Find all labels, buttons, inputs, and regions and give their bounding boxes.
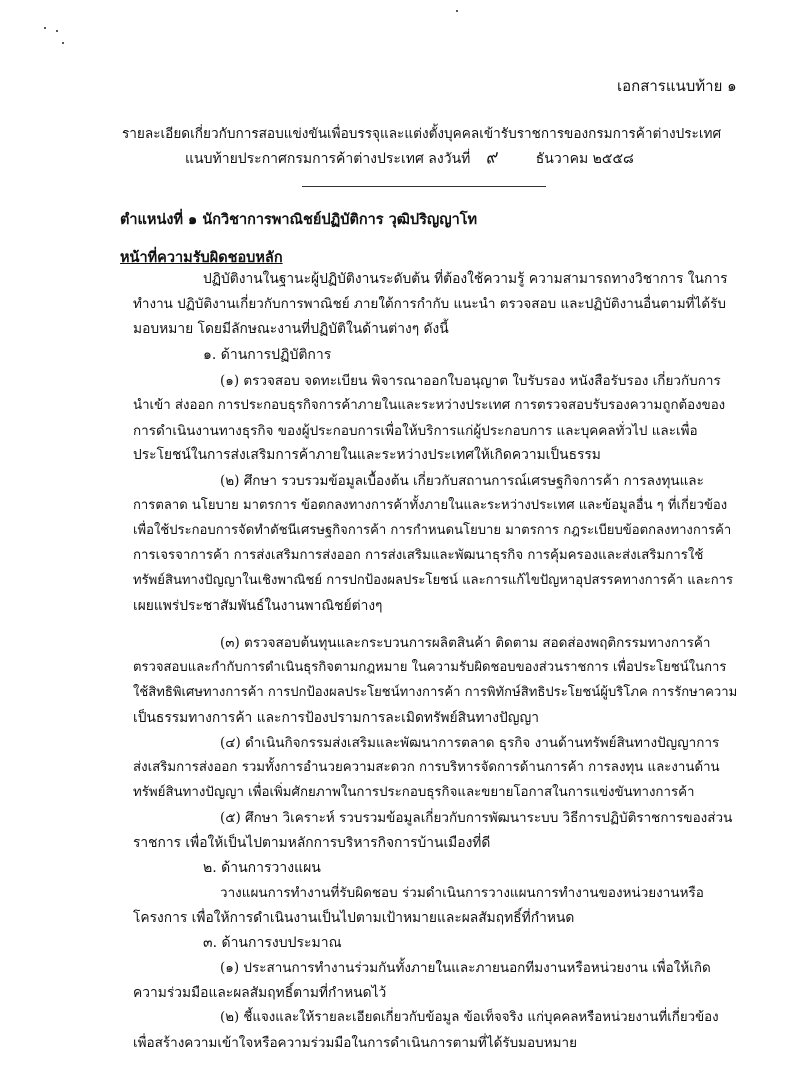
attachment-label: เอกสารแนบท้าย ๑: [617, 77, 737, 95]
body-line: ปฏิบัติงานในฐานะผู้ปฏิบัติงานระดับต้น ที่ต้องใช้ความรู้ ความสามารถทางวิชาการ ในการ: [203, 271, 728, 287]
month-year: ธันวาคม ๒๕๕๘: [535, 151, 634, 167]
body-line: (๒) ศึกษา รวบรวมข้อมูลเบื้องต้น เกี่ยวกับสถานการณ์เศรษฐกิจการค้า การลงทุนและ: [220, 473, 704, 489]
body-line: ใช้สิทธิพิเศษทางการค้า การปกป้องผลประโยชน์ทางการค้า การพิทักษ์สิทธิประโยชน์ผู้บริโภค การรักษาความ: [133, 685, 738, 700]
scan-speck: [62, 42, 64, 44]
section-heading: ๓. ด้านการงบประมาณ: [203, 935, 342, 951]
section-heading: ๒. ด้านการวางแผน: [203, 860, 321, 876]
document-title: รายละเอียดเกี่ยวกับการสอบแข่งขันเพื่อบรรจุและแต่งตั้งบุคคลเข้ารับราชการของกรมการค้าต่างประเทศ: [122, 126, 722, 142]
body-line: ตรวจสอบและกำกับการดำเนินธุรกิจตามกฎหมาย ในความรับผิดชอบของส่วนราชการ เพื่อประโยชน์ในการ: [133, 660, 727, 675]
handwritten-day: ๙: [482, 146, 500, 170]
body-line: ทำงาน ปฏิบัติงานเกี่ยวกับการพาณิชย์ ภายใต้การกำกับ แนะนำ ตรวจสอบ และปฏิบัติงานอื่นตามที่ได้รับ: [133, 296, 726, 312]
scan-speck: [456, 10, 458, 12]
body-line: โครงการ เพื่อให้การดำเนินงานเป็นไปตามเป้าหมายและผลสัมฤทธิ์ที่กำหนด: [133, 910, 575, 926]
scan-speck: [56, 30, 58, 32]
body-line: นำเข้า ส่งออก การประกอบธุรกิจการค้าภายในและระหว่างประเทศ การตรวจสอบรับรองความถูกต้องของ: [133, 398, 726, 413]
scan-speck: [44, 27, 46, 29]
body-line: วางแผนการทำงานที่รับผิดชอบ ร่วมดำเนินการวางแผนการทำงานของหน่วยงานหรือ: [220, 885, 704, 901]
title-divider: [302, 186, 546, 187]
subtitle-prefix: แนบท้ายประกาศกรมการค้าต่างประเทศ ลงวันที่: [185, 151, 471, 167]
body-line: เผยแพร่ประชาสัมพันธ์ในงานพาณิชย์ต่างๆ: [133, 598, 383, 614]
body-line: การเจรจาการค้า การส่งเสริมการส่งออก การส่งเสริมและพัฒนาธุรกิจ การคุ้มครองและส่งเสริมการใช้: [133, 548, 704, 563]
body-line: (๑) ประสานการทำงานร่วมกันทั้งภายในและภายนอกทีมงานหรือหน่วยงาน เพื่อให้เกิด: [220, 960, 711, 976]
body-line: มอบหมาย โดยมีลักษณะงานที่ปฏิบัติในด้านต่างๆ ดังนี้: [133, 321, 449, 337]
position-title: ตำแหน่งที่ ๑ นักวิชาการพาณิชย์ปฏิบัติการ วุฒิปริญญาโท: [120, 211, 478, 228]
body-line: ราชการ เพื่อให้เป็นไปตามหลักการบริหารกิจการบ้านเมืองที่ดี: [133, 835, 491, 851]
body-line: เป็นธรรมทางการค้า และการป้องปรามการละเมิดทรัพย์สินทางปัญญา: [133, 710, 540, 726]
body-line: การดำเนินงานทางธุรกิจ ของผู้ประกอบการเพื่อให้บริการแก่ผู้ประกอบการ และบุคคลทั่วไป และเพื่อ: [133, 423, 698, 439]
body-line: (๕) ศึกษา วิเคราะห์ รวบรวมข้อมูลเกี่ยวกับการพัฒนาระบบ วิธีการปฏิบัติราชการของส่วน: [220, 810, 733, 826]
body-line: ประโยชน์ในการส่งเสริมการค้าภายในและระหว่างประเทศให้เกิดความเป็นธรรม: [133, 447, 601, 463]
body-line: (๒) ชี้แจงและให้รายละเอียดเกี่ยวกับข้อมูล ข้อเท็จจริง แก่บุคคลหรือหน่วยงานที่เกี่ยวข้อง: [220, 1010, 719, 1025]
body-line: (๑) ตรวจสอบ จดทะเบียน พิจารณาออกใบอนุญาต ใบรับรอง หนังสือรับรอง เกี่ยวกับการ: [220, 373, 721, 389]
body-line: (๓) ตรวจสอบต้นทุนและกระบวนการผลิตสินค้า ติดตาม สอดส่องพฤติกรรมทางการค้า: [220, 635, 711, 651]
document-subtitle: [185, 146, 634, 170]
body-line: ความร่วมมือและผลสัมฤทธิ์ตามที่กำหนดไว้: [133, 985, 387, 1001]
body-line: ทรัพย์สินทางปัญญาในเชิงพาณิชย์ การปกป้องผลประโยชน์ และการแก้ไขปัญหาอุปสรรคทางการค้า และการ: [133, 573, 734, 588]
body-line: เพื่อสร้างความเข้าใจหรือความร่วมมือในการดำเนินการตามที่ได้รับมอบหมาย: [133, 1035, 578, 1051]
body-line: เพื่อใช้ประกอบการจัดทำดัชนีเศรษฐกิจการค้า การกำหนดนโยบาย มาตรการ กฎระเบียบข้อตกลงทางการค้า: [133, 523, 732, 538]
body-line: การตลาด นโยบาย มาตรการ ข้อตกลงทางการค้าทั้งภายในและระหว่างประเทศ และข้อมูลอื่น ๆ ที่เกี่ยวข้อง: [133, 498, 728, 513]
body-line: (๔) ดำเนินกิจกรรมส่งเสริมและพัฒนาการตลาด ธุรกิจ งานด้านทรัพย์สินทางปัญญาการ: [220, 735, 720, 751]
section-heading: ๑. ด้านการปฏิบัติการ: [203, 347, 332, 363]
body-line: ทรัพย์สินทางปัญญา เพื่อเพิ่มศักยภาพในการประกอบธุรกิจและขยายโอกาสในการแข่งขันทางการค้า: [133, 785, 695, 800]
body-line: ส่งเสริมการส่งออก รวมทั้งการอำนวยความสะดวก การบริหารจัดการด้านการค้า การลงทุน และงานด้าน: [133, 760, 720, 775]
duty-heading: หน้าที่ความรับผิดชอบหลัก: [120, 249, 283, 266]
